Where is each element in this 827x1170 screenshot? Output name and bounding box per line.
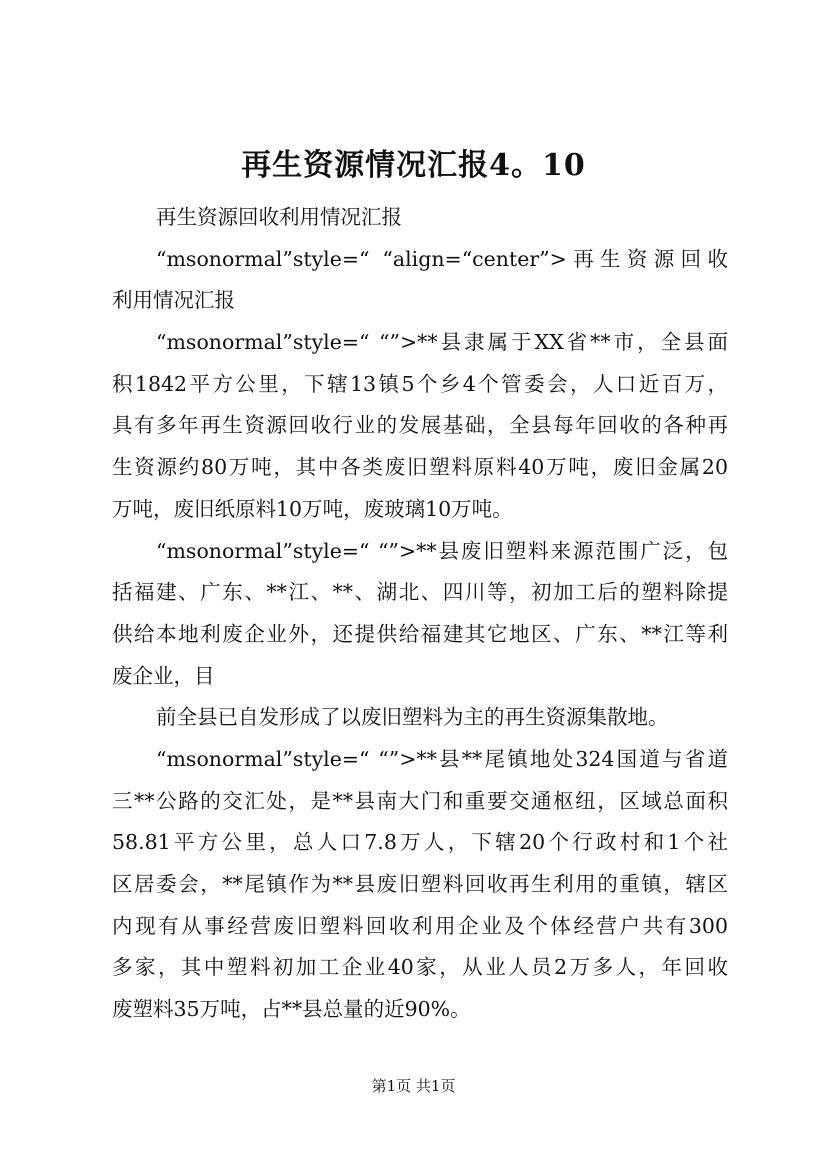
text-line: 内现有从事经营废旧塑料回收利用企业及个体经营户共有300 bbox=[112, 913, 728, 938]
text-line: “msonormal”style=“ “”>**县废旧塑料来源范围广泛，包 bbox=[156, 538, 728, 563]
text-line: 区居委会，**尾镇作为**县废旧塑料回收再生利用的重镇，辖区 bbox=[112, 872, 728, 896]
text-line: “msonormal”style=“ “”>**县隶属于XX省**市，全县面 bbox=[156, 330, 728, 355]
text-line: 废塑料35万吨，占**县总量的近90%。 bbox=[112, 997, 471, 1022]
text-line: 多家，其中塑料初加工企业40家，从业人员2万多人，年回收 bbox=[112, 955, 728, 980]
text-line: 积1842平方公里，下辖13镇5个乡4个管委会，人口近百万， bbox=[112, 371, 728, 396]
document-title: 再生资源情况汇报4。10 bbox=[241, 148, 586, 183]
text-line: 供给本地利废企业外，还提供给福建其它地区、广东、**江等利 bbox=[112, 621, 728, 646]
text-line: 前全县已自发形成了以废旧塑料为主的再生资源集散地。 bbox=[156, 705, 669, 730]
text-line: 废企业，目 bbox=[112, 663, 215, 688]
text-line: 58.81平方公里，总人口7.8万人，下辖20个行政村和1个社 bbox=[112, 830, 728, 855]
text-line: 万吨，废旧纸原料10万吨，废玻璃10万吨。 bbox=[112, 496, 513, 521]
page-footer: 第1页 共1页 bbox=[371, 1077, 456, 1095]
text-line: “msonormal”style=“ “align=“center”>再生资源回收 bbox=[156, 246, 728, 271]
text-line: 具有多年再生资源回收行业的发展基础，全县每年回收的各种再 bbox=[112, 413, 728, 438]
text-line: 三**公路的交汇处，是**县南大门和重要交通枢纽，区域总面积 bbox=[112, 788, 728, 813]
text-line: 再生资源回收利用情况汇报 bbox=[156, 205, 402, 229]
document-body bbox=[112, 197, 728, 1031]
text-line: 生资源约80万吨，其中各类废旧塑料原料40万吨，废旧金属20 bbox=[112, 455, 728, 480]
text-line: “msonormal”style=“ “”>**县**尾镇地处324国道与省道 bbox=[156, 746, 728, 771]
text-line: 利用情况汇报 bbox=[112, 288, 235, 313]
text-line: 括福建、广东、**江、**、湖北、四川等，初加工后的塑料除提 bbox=[112, 580, 728, 605]
